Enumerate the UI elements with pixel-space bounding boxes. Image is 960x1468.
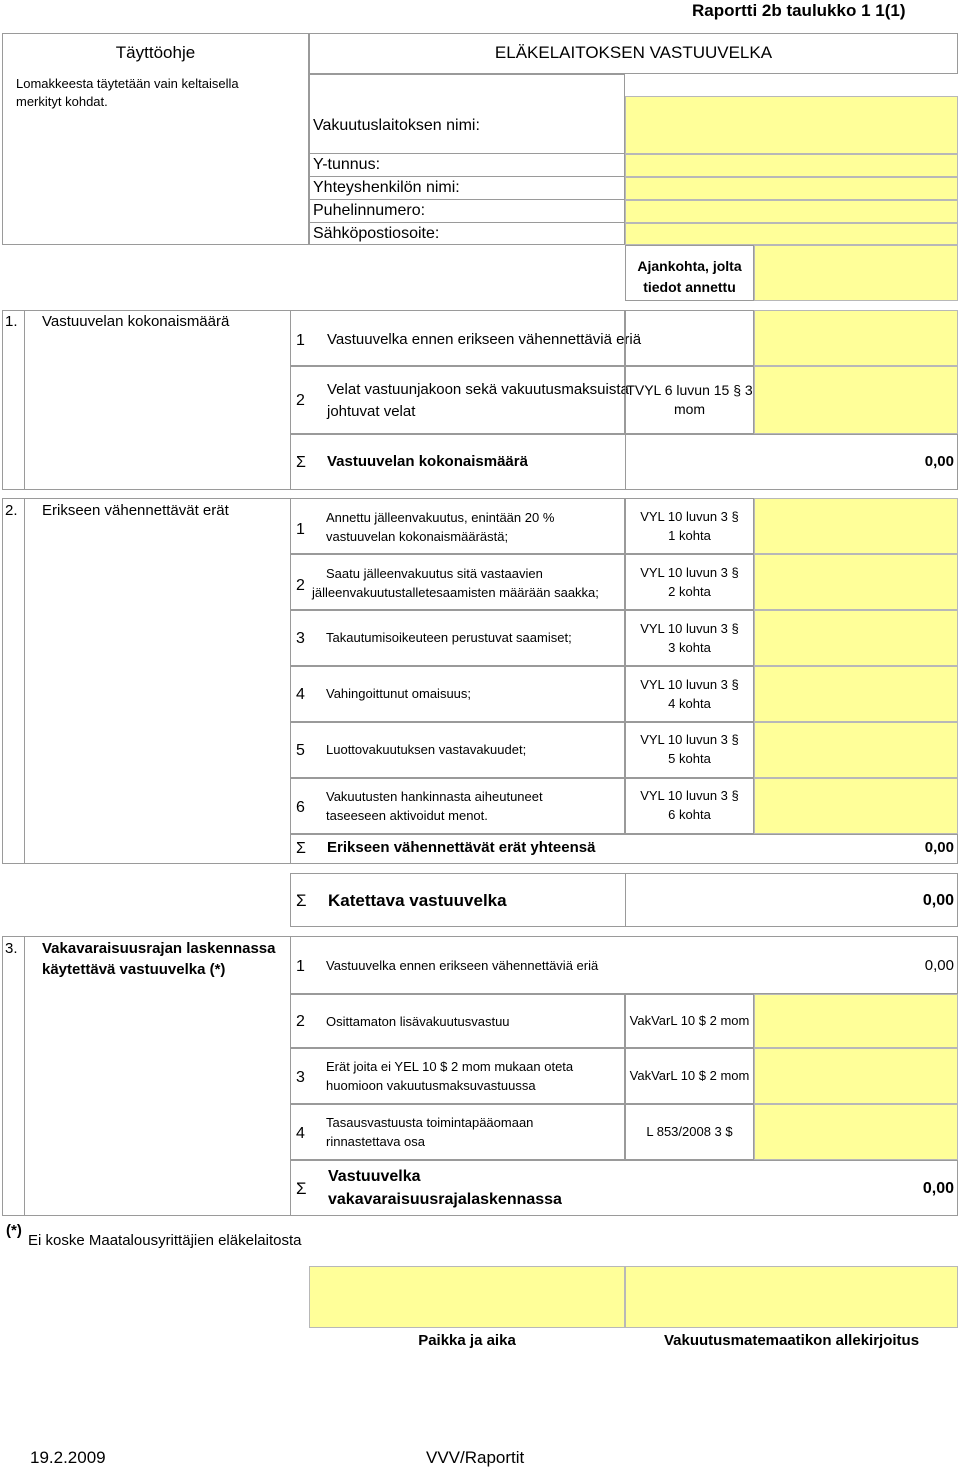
section2-row4-value-field[interactable] [754, 666, 958, 722]
section2-row1-ref-line1: VYL 10 luvun 3 § [640, 509, 739, 524]
section2-row3-value-field[interactable] [754, 610, 958, 666]
section2-row2-value-field[interactable] [754, 554, 958, 610]
section1-sum-label: Vastuuvelan kokonaismäärä [327, 453, 528, 470]
section1-row2-label-line2: johtuvat velat [327, 403, 416, 420]
instructions-line2: merkityt kohdat. [16, 94, 108, 109]
email-label: Sähköpostiosoite: [313, 225, 440, 242]
divider [309, 199, 625, 200]
section2-row1-ref-cell [625, 498, 754, 554]
covered-label: Katettava vastuuvelka [328, 891, 507, 910]
section2-row2-ref-cell [625, 554, 754, 610]
divider [625, 434, 626, 490]
section3-row4-cell [290, 1104, 625, 1160]
company-name-label: Vakuutuslaitoksen nimi: [313, 117, 480, 134]
divider [24, 498, 25, 864]
section3-row4-value-field[interactable] [754, 1104, 958, 1160]
section3-row4-num: 4 [296, 1125, 305, 1142]
divider [309, 222, 625, 223]
section2-row6-ref-line1: VYL 10 luvun 3 § [640, 788, 739, 803]
actuary-signature-field[interactable] [625, 1266, 958, 1328]
section2-row6-label-line1: Vakuutusten hankinnasta aiheutuneet [326, 789, 543, 804]
section2-row1-label-line1: Annettu jälleenvakuutus, enintään 20 % [326, 510, 555, 525]
section3-sum-label-line2: vakavaraisuusrajalaskennassa [328, 1191, 562, 1208]
section2-sum-label: Erikseen vähennettävät erät yhteensä [327, 839, 596, 856]
section1-title: Vastuuvelan kokonaismäärä [42, 313, 230, 330]
section2-row2-num: 2 [296, 577, 305, 594]
report-date-field[interactable] [754, 245, 958, 301]
section2-row6-ref-cell [625, 778, 754, 834]
section2-row3-num: 3 [296, 630, 305, 647]
section3-row3-ref: VakVarL 10 $ 2 mom [629, 1068, 750, 1083]
section2-sum-value: 0,00 [924, 839, 954, 856]
sigma-icon: Σ [296, 840, 306, 857]
section2-row3-ref-line2: 3 kohta [668, 640, 711, 655]
sigma-icon: Σ [296, 891, 307, 910]
section1-row2-label-line1: Velat vastuunjakoon sekä vakuutusmaksuista [327, 381, 629, 398]
section2-row6-label-line2: taseeseen aktivoidut menot. [326, 808, 488, 823]
section1-number: 1. [5, 313, 18, 330]
contact-name-field[interactable] [625, 177, 958, 200]
divider [309, 176, 625, 177]
section1-row2-cell [290, 366, 625, 434]
divider [24, 936, 25, 1216]
section3-row4-label-line2: rinnastettava osa [326, 1134, 426, 1149]
section1-row2-ref-line1: TVYL 6 luvun 15 § 3 [626, 382, 753, 398]
section2-row6-value-field[interactable] [754, 778, 958, 834]
section3-row4-ref: L 853/2008 3 $ [646, 1124, 733, 1139]
divider [625, 873, 626, 927]
section3-row3-label-line2: huomioon vakuutusmaksuvastuussa [326, 1078, 536, 1093]
section1-row2-value-field[interactable] [754, 366, 958, 434]
section2-title: Erikseen vähennettävät erät [42, 502, 229, 519]
section3-row2-value-field[interactable] [754, 994, 958, 1048]
section2-row4-ref-line1: VYL 10 luvun 3 § [640, 677, 739, 692]
section2-row5-ref-line1: VYL 10 luvun 3 § [640, 732, 739, 747]
section2-number: 2. [5, 502, 18, 519]
section2-row2-label-line1: Saatu jälleenvakuutus sitä vastaavien [326, 566, 543, 581]
section3-row2-label: Osittamaton lisävakuutusvastuu [326, 1014, 510, 1029]
section1-row1-num: 1 [296, 332, 305, 349]
section3-row4-label-line1: Tasausvastuusta toimintapääomaan [326, 1115, 534, 1130]
section3-title-line1: Vakavaraisuusrajan laskennassa [42, 940, 276, 957]
date-label-line1: Ajankohta, jolta [637, 258, 742, 274]
section3-sum-label-line1: Vastuuvelka [328, 1168, 421, 1185]
section1-row1-ref-cell [625, 310, 754, 366]
instructions-line1: Lomakkeesta täytetään vain keltaisella [16, 76, 239, 91]
section3-sum-value: 0,00 [922, 1180, 954, 1197]
divider [24, 310, 25, 490]
section2-row1-label-line2: vastuuvelan kokonaismäärästä; [326, 529, 509, 544]
section2-row5-value-field[interactable] [754, 722, 958, 778]
place-date-label: Paikka ja aika [418, 1332, 516, 1349]
footer-date: 19.2.2009 [30, 1448, 106, 1467]
footnote-mark: (*) [6, 1222, 22, 1239]
section2-row5-ref-line2: 5 kohta [668, 751, 711, 766]
section2-row5-label: Luottovakuutuksen vastavakuudet; [326, 742, 527, 757]
section2-row3-ref-line1: VYL 10 luvun 3 § [640, 621, 739, 636]
phone-label: Puhelinnumero: [313, 202, 426, 219]
divider [309, 153, 625, 154]
section1-row2-ref-cell [625, 366, 754, 434]
section2-row5-num: 5 [296, 742, 305, 759]
section1-row2-num: 2 [296, 392, 305, 409]
instructions-box [2, 33, 309, 245]
report-title: Raportti 2b taulukko 1 1(1) [692, 1, 906, 20]
phone-field[interactable] [625, 200, 958, 223]
section2-row3-ref-cell [625, 610, 754, 666]
section2-row5-ref-cell [625, 722, 754, 778]
contact-name-label: Yhteyshenkilön nimi: [313, 179, 460, 196]
section2-row1-num: 1 [296, 521, 305, 538]
section2-row2-ref-line1: VYL 10 luvun 3 § [640, 565, 739, 580]
company-name-field[interactable] [625, 96, 958, 154]
covered-value: 0,00 [922, 892, 954, 909]
sigma-icon: Σ [296, 1179, 307, 1198]
place-date-field[interactable] [309, 1266, 625, 1328]
section2-row4-ref-cell [625, 666, 754, 722]
section3-row3-label-line1: Erät joita ei YEL 10 $ 2 mom mukaan oteta [326, 1059, 574, 1074]
section2-row4-label: Vahingoittunut omaisuus; [326, 686, 472, 701]
section3-row3-value-field[interactable] [754, 1048, 958, 1104]
instructions-title: Täyttöohje [115, 43, 196, 62]
section2-row2-label-line2: jälleenvakuutustalletesaamisten määrään saakka; [312, 585, 599, 600]
section3-row3-num: 3 [296, 1069, 305, 1086]
section3-row1-num: 1 [296, 958, 305, 975]
section1-row1-label: Vastuuvelka ennen erikseen vähennettäviä eriä [327, 331, 642, 348]
section3-number: 3. [5, 940, 18, 957]
date-label-line2: tiedot annettu [643, 279, 736, 295]
section2-row1-ref-line2: 1 kohta [668, 528, 711, 543]
section2-row6-ref-line2: 6 kohta [668, 807, 711, 822]
section2-row4-num: 4 [296, 686, 305, 703]
section3-title-line2: käytettävä vastuuvelka (*) [42, 961, 226, 978]
business-id-label: Y-tunnus: [313, 156, 381, 173]
sigma-icon: Σ [296, 454, 306, 471]
section3-row3-cell [290, 1048, 625, 1104]
section3-row2-num: 2 [296, 1013, 305, 1030]
section1-row1-value-field[interactable] [754, 310, 958, 366]
section2-row3-label: Takautumisoikeuteen perustuvat saamiset; [326, 630, 572, 645]
section2-row1-value-field[interactable] [754, 498, 958, 554]
section2-row4-ref-line2: 4 kohta [668, 696, 711, 711]
business-id-field[interactable] [625, 154, 958, 177]
main-title: ELÄKELAITOKSEN VASTUUVELKA [494, 43, 773, 62]
email-field[interactable] [625, 223, 958, 245]
footer-source: VVV/Raportit [426, 1448, 525, 1467]
section2-row6-num: 6 [296, 799, 305, 816]
section2-row6-cell [290, 778, 625, 834]
section1-sum-value: 0,00 [924, 453, 954, 470]
section3-row2-ref: VakVarL 10 $ 2 mom [629, 1013, 750, 1028]
footnote-text: Ei koske Maatalousyrittäjien eläkelaitosta [28, 1232, 302, 1249]
section1-row2-ref-line2: mom [673, 401, 706, 417]
section3-row1-label: Vastuuvelka ennen erikseen vähennettäviä eriä [326, 958, 599, 973]
actuary-signature-label: Vakuutusmatemaatikon allekirjoitus [663, 1332, 920, 1349]
section3-row1-value: 0,00 [924, 957, 954, 974]
section2-row2-ref-line2: 2 kohta [668, 584, 711, 599]
